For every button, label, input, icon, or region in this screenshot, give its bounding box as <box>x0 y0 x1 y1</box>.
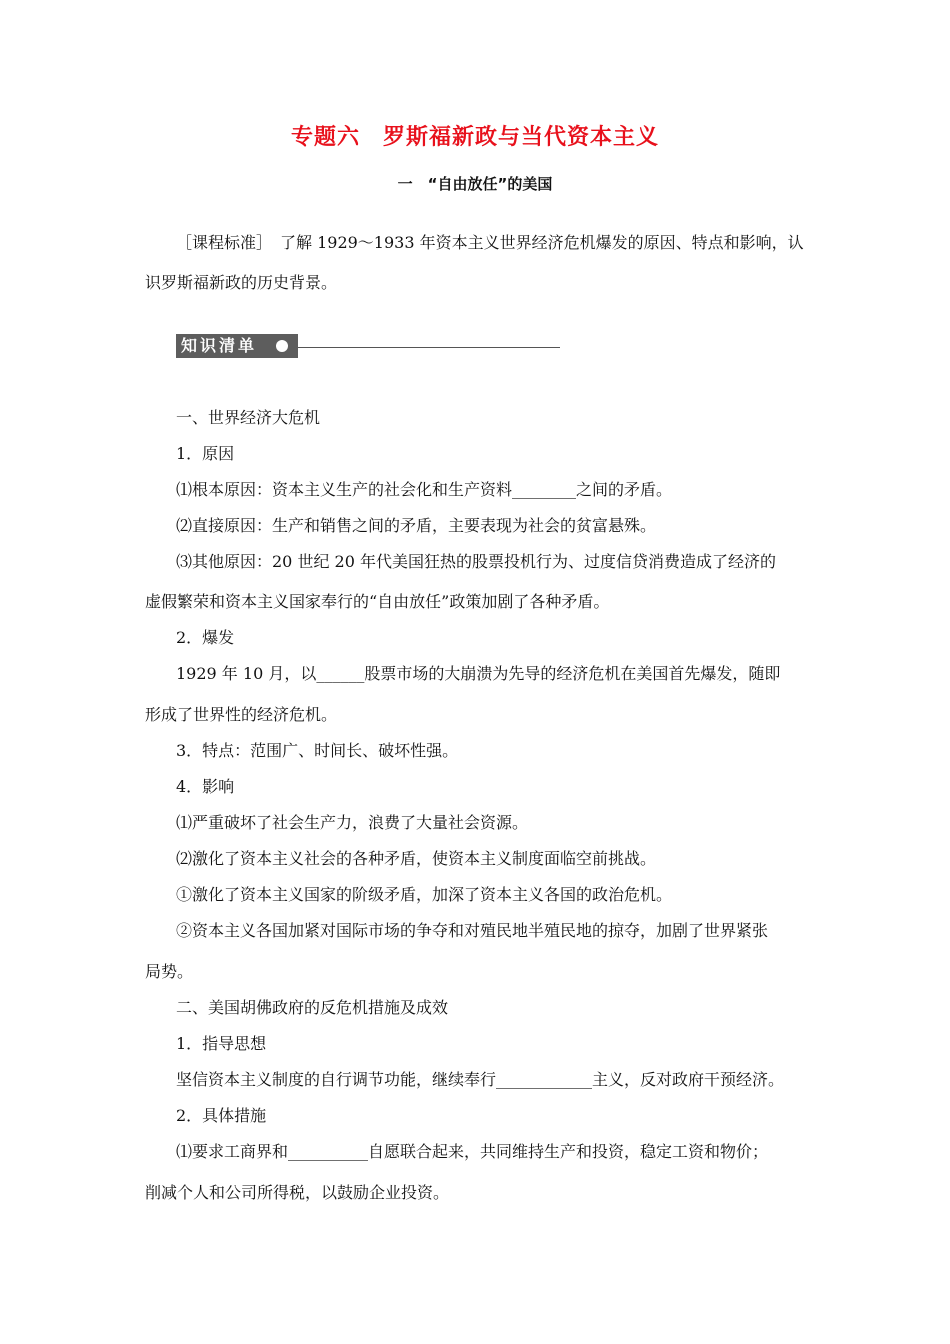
bullet-dot-icon <box>276 340 288 352</box>
heading-features: 3．特点：范围广、时间长、破坏性强。 <box>176 741 459 760</box>
heading-outbreak: 2．爆发 <box>176 628 235 647</box>
text-line: ⑵直接原因：生产和销售之间的矛盾，主要表现为社会的贫富悬殊。 <box>176 516 657 535</box>
text-line: ①激化了资本主义国家的阶级矛盾，加深了资本主义各国的政治危机。 <box>176 885 673 904</box>
text-line: ⑵激化了资本主义社会的各种矛盾，使资本主义制度面临空前挑战。 <box>176 849 657 868</box>
knowledge-list-banner <box>176 334 560 358</box>
heading-hoover-measures: 二、美国胡佛政府的反危机措施及成效 <box>176 998 449 1017</box>
banner-rule <box>298 347 560 348</box>
text-line: ⑴要求工商界和__________自愿联合起来，共同维持生产和投资，稳定工资和物价； <box>176 1142 769 1161</box>
page-title: 专题六 罗斯福新政与当代资本主义 <box>290 125 659 150</box>
section-subtitle: 一 “自由放任”的美国 <box>397 175 553 193</box>
heading-world-crisis: 一、世界经济大危机 <box>176 408 321 427</box>
course-standard-line-1: ［课程标准］ 了解 1929～1933 年资本主义世界经济危机爆发的原因、特点和影响，认 <box>176 233 804 252</box>
text-line: ⑶其他原因：20 世纪 20 年代美国狂热的股票投机行为、过度信贷消费造成了经济的 <box>176 552 776 571</box>
course-standard-line-2: 识罗斯福新政的历史背景。 <box>145 273 338 292</box>
text-line: ⑴严重破坏了社会生产力，浪费了大量社会资源。 <box>176 813 529 832</box>
text-line: 坚信资本主义制度的自行调节功能，继续奉行____________主义，反对政府干预经济。 <box>176 1070 785 1089</box>
text-line: 1929 年 10 月，以______股票市场的大崩溃为先导的经济危机在美国首先爆发，随即 <box>176 664 781 683</box>
heading-causes: 1．原因 <box>176 444 235 463</box>
text-line: ②资本主义各国加紧对国际市场的争夺和对殖民地半殖民地的掠夺，加剧了世界紧张 <box>176 921 769 940</box>
text-line: 削减个人和公司所得税，以鼓励企业投资。 <box>145 1183 450 1202</box>
text-line: 形成了世界性的经济危机。 <box>145 705 338 724</box>
text-line: ⑴根本原因：资本主义生产的社会化和生产资料________之间的矛盾。 <box>176 480 673 499</box>
heading-guiding-idea: 1．指导思想 <box>176 1034 267 1053</box>
banner-label: 知识清单 <box>181 336 258 355</box>
heading-specific-measures: 2．具体措施 <box>176 1106 267 1125</box>
heading-impact: 4．影响 <box>176 777 235 796</box>
banner-label-box <box>176 334 298 358</box>
text-line: 局势。 <box>145 962 194 981</box>
text-line: 虚假繁荣和资本主义国家奉行的“自由放任”政策加剧了各种矛盾。 <box>145 592 610 611</box>
